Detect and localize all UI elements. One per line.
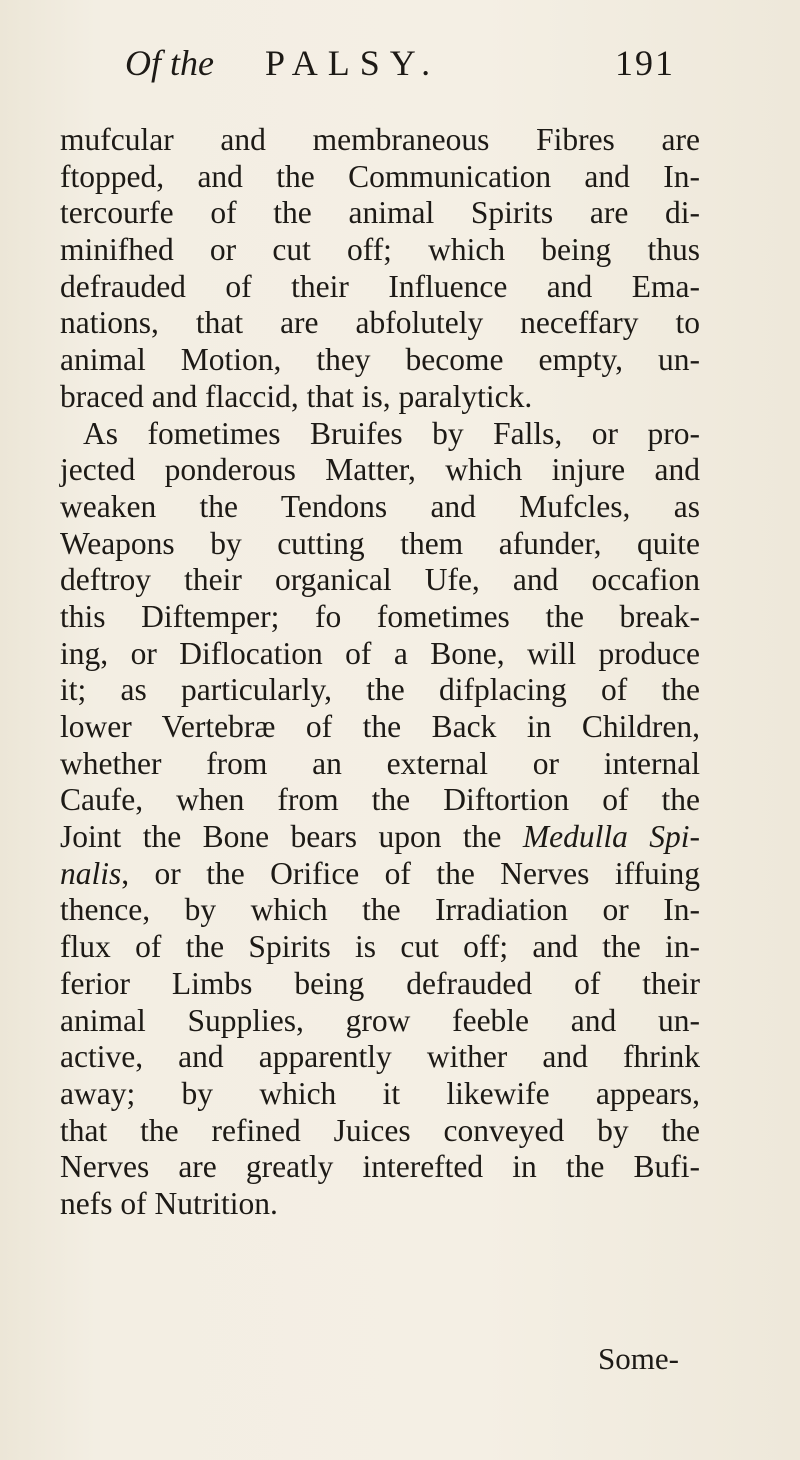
italic-fragment: Medulla Spi-: [522, 819, 701, 855]
text-line: animal Supplies, grow feeble and un-: [60, 1002, 700, 1038]
running-header: [125, 42, 685, 98]
text-line: weaken the Tendons and Mufcles, as: [60, 488, 700, 524]
text-line: ftopped, and the Communication and In-: [60, 158, 700, 194]
text-line: flux of the Spirits is cut off; and the in-: [60, 929, 700, 965]
text-line: Weapons by cutting them afunder, quite: [60, 525, 700, 561]
text-line: mufcular and membraneous Fibres are: [60, 122, 700, 157]
text-line-mixed: [60, 856, 700, 893]
text-line: lower Vertebræ of the Back in Children,: [60, 709, 700, 744]
text-line: ing, or Diflocation of a Bone, will produce: [60, 635, 700, 671]
text-line: minifhed or cut off; which being thus: [60, 232, 700, 268]
text-line: tercourfe of the animal Spirits are di-: [60, 195, 700, 231]
text-line: active, and apparently wither and fhrink: [60, 1039, 700, 1075]
text-line: Caufe, when from the Diftortion of the: [60, 782, 700, 818]
italic-fragment: nalis: [60, 855, 122, 891]
text-line: thence, by which the Irradiation or In-: [60, 892, 700, 928]
text-line: As fometimes Bruifes by Falls, or pro-: [83, 415, 700, 451]
text-line: that the refined Juices conveyed by the: [60, 1112, 700, 1148]
text-line: whether from an external or internal: [60, 745, 700, 781]
text-line: braced and flaccid, that is, paralytick.: [60, 378, 533, 414]
text-line: jected ponderous Matter, which injure and: [60, 452, 700, 488]
text-line: it; as particularly, the difplacing of the: [60, 672, 700, 708]
catchword: Some-: [598, 1341, 679, 1376]
text-line: defrauded of their Influence and Ema-: [60, 268, 700, 304]
text-line: Nerves are greatly interefted in the Bufi-: [60, 1149, 700, 1185]
body-text: [60, 122, 700, 1223]
header-title-main: PALSY.: [265, 43, 441, 83]
text-line: nefs of Nutrition.: [60, 1185, 278, 1221]
text-line: this Diftemper; fo fometimes the break-: [60, 598, 700, 634]
text-line: nations, that are abfolutely neceffary to: [60, 305, 700, 341]
text-line: ferior Limbs being defrauded of their: [60, 965, 700, 1001]
text-fragment: Joint the Bone bears upon the: [60, 819, 502, 855]
text-line-mixed: [60, 819, 700, 856]
header-title-prefix: Of the: [125, 43, 214, 83]
text-line: deftroy their organical Ufe, and occafion: [60, 562, 700, 598]
text-line: away; by which it likewife appears,: [60, 1075, 700, 1111]
text-fragment: , or the Orifice of the Nerves iffuing: [121, 855, 700, 891]
page-number: 191: [615, 43, 675, 83]
text-line: animal Motion, they become empty, un-: [60, 342, 700, 378]
